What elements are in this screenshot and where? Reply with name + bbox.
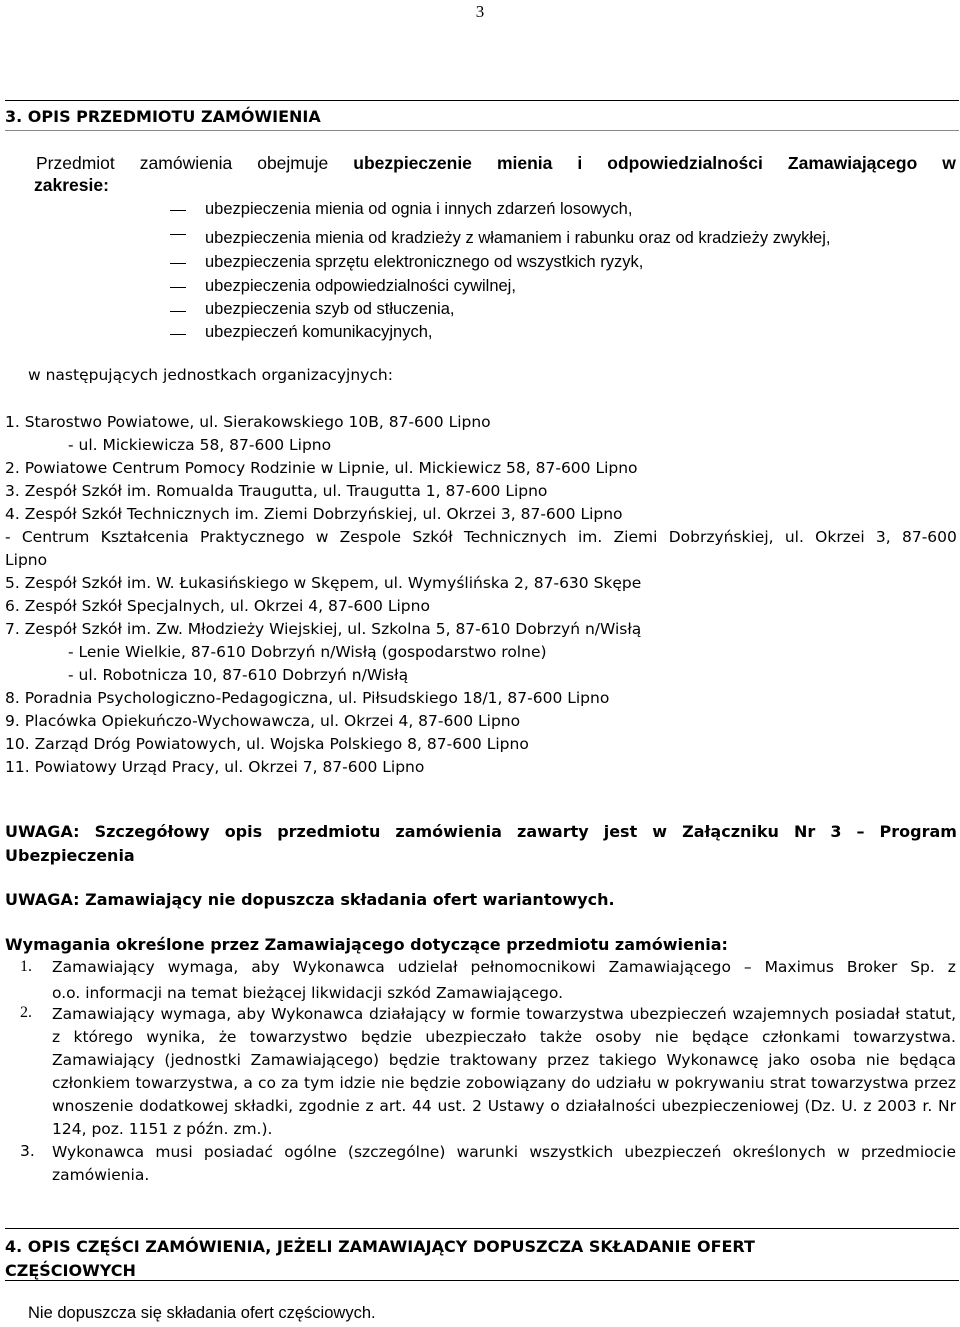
scope-dash (170, 311, 186, 312)
scope-item: ubezpieczenia mienia od kradzieży z włamaniem i rabunku oraz od kradzieży zwykłej, (205, 229, 831, 247)
req-word: Zamawiającego (608, 958, 731, 976)
unit-item-wrapped-cont: Lipno (5, 551, 48, 569)
unit-word: 3, (875, 528, 891, 546)
unit-word: Praktycznego (199, 528, 305, 546)
req-word: udzielał (397, 958, 458, 976)
scope-item: ubezpieczenia sprzętu elektronicznego od wszystkich ryzyk, (205, 253, 644, 271)
unit-subitem: - ul. Mickiewicza 58, 87-600 Lipno (68, 436, 332, 454)
section-4-text: Nie dopuszcza się składania ofert częściowych. (28, 1304, 376, 1322)
req-word: pełnomocnikowi (470, 958, 596, 976)
req-word: wymaga, (167, 958, 239, 976)
req-word: Zamawiający (52, 958, 155, 976)
note-variants: UWAGA: Zamawiający nie dopuszcza składania ofert wariantowych. (5, 890, 615, 909)
section-4-title: 4. OPIS CZĘŚCI ZAMÓWIENIA, JEŻELI ZAMAWIAJĄCY DOPUSZCZA SKŁADANIE OFERT CZĘŚCIOWYCH (5, 1237, 755, 1280)
intro-bold-word: w (942, 153, 956, 173)
unit-word: ul. (784, 528, 804, 546)
unit-item: 2. Powiatowe Centrum Pomocy Rodzinie w Lipnie, ul. Mickiewicz 58, 87-600 Lipno (5, 459, 638, 477)
requirement-number: 3. (20, 1142, 35, 1160)
unit-item: 6. Zespół Szkół Specjalnych, ul. Okrzei 4, 87-600 Lipno (5, 597, 430, 615)
req-word: aby (251, 958, 280, 976)
unit-word: im. (577, 528, 603, 546)
note-word: zawarty (517, 822, 589, 841)
unit-word: Centrum (21, 528, 90, 546)
requirement-2-text: Zamawiający wymaga, aby Wykonawca działający w formie towarzystwa ubezpieczeń wzajemnych posiadał statut, z którego wynika, że towarzystwo będzie ubezpieczało także osoby nie będące członkami towarzystwa. Zamawiający (jednostki Zamawiającego) będzie traktowany przez takiego Wykonawcę jako osoba nie będąca członkiem towarzystwa, a co za tym idzie nie będzie zobowiązany do udziału w pokrywaniu strat towarzystwa przez wnoszenie dodatkowej składki, zgodnie z art. 44 ust. 2 Ustawy o działalności ubezpieczeniowej (Dz. U. z 2003 r. Nr 124, poz. 1151 z późn. zm.). (52, 1005, 956, 1138)
scope-dash (170, 287, 186, 288)
note-word: – (856, 822, 865, 841)
req-word: Broker (846, 958, 898, 976)
unit-item: 1. Starostwo Powiatowe, ul. Sierakowskiego 10B, 87-600 Lipno (5, 413, 491, 431)
unit-item: 9. Placówka Opiekuńczo-Wychowawcza, ul. Okrzei 4, 87-600 Lipno (5, 712, 521, 730)
requirement-3-text: Wykonawca musi posiadać ogólne (szczególne) warunki wszystkich ubezpieczeń określonych w przedmiocie zamówienia. (52, 1143, 956, 1184)
unit-item: 4. Zespół Szkół Technicznych im. Ziemi Dobrzyńskiej, ul. Okrzei 3, 87-600 Lipno (5, 505, 623, 523)
scope-dash (170, 334, 186, 335)
unit-word: Okrzei (815, 528, 865, 546)
unit-item-wrapped (5, 528, 957, 546)
unit-word: 87-600 (901, 528, 957, 546)
units-intro: w następujących jednostkach organizacyjnych: (28, 366, 393, 384)
note-word: Załączniku (682, 822, 779, 841)
unit-word: - (5, 528, 11, 546)
note-word: Program (879, 822, 957, 841)
intro-line-2 (34, 174, 956, 196)
section-3-underline (5, 130, 959, 131)
note-word: Szczegółowy (94, 822, 210, 841)
note-word: jest (603, 822, 638, 841)
requirements-heading: Wymagania określone przez Zamawiającego dotyczące przedmiotu zamówienia: (5, 935, 728, 954)
unit-item: 11. Powiatowy Urząd Pracy, ul. Okrzei 7, 87-600 Lipno (5, 758, 425, 776)
requirement-number: 2. (20, 1004, 32, 1021)
unit-word: Technicznych (463, 528, 567, 546)
scope-item: ubezpieczenia mienia od ognia i innych zdarzeń losowych, (205, 200, 633, 218)
note-word: UWAGA: (5, 822, 80, 841)
intro-word: obejmuje (257, 153, 329, 173)
page-number: 3 (475, 2, 485, 21)
unit-word: Ziemi (613, 528, 658, 546)
unit-word: Dobrzyńskiej, (668, 528, 774, 546)
intro-bold-word: Zamawiającego (787, 153, 918, 173)
note-word: 3 (830, 822, 842, 841)
unit-word: w (315, 528, 329, 546)
note-attachment-cont: Ubezpieczenia (5, 846, 135, 865)
note-word: zamówienia (395, 822, 502, 841)
note-word: w (652, 822, 668, 841)
section-4-top-rule (5, 1228, 959, 1229)
unit-word: Zespole (339, 528, 402, 546)
requirement-1-line-1 (52, 958, 956, 976)
unit-item: 5. Zespół Szkół im. W. Łukasińskiego w Skępem, ul. Wymyślińska 2, 87-630 Skępe (5, 574, 642, 592)
top-rule (5, 100, 959, 101)
req-word: Wykonawca (292, 958, 385, 976)
intro-paragraph (36, 152, 956, 196)
req-word: – (743, 958, 752, 976)
unit-item: 7. Zespół Szkół im. Zw. Młodzieży Wiejskiej, ul. Szkolna 5, 87-610 Dobrzyń n/Wisłą (5, 620, 642, 638)
unit-subitem: - ul. Robotnicza 10, 87-610 Dobrzyń n/Wisłą (68, 666, 409, 684)
scope-dash (170, 263, 186, 264)
intro-bold-cont: zakresie: (34, 175, 109, 195)
unit-item: 3. Zespół Szkół im. Romualda Traugutta, ul. Traugutta 1, 87-600 Lipno (5, 482, 548, 500)
scope-item: ubezpieczenia odpowiedzialności cywilnej, (205, 277, 516, 295)
note-word: Nr (793, 822, 816, 841)
note-word: opis (224, 822, 263, 841)
req-word: z (947, 958, 956, 976)
scope-dash (170, 210, 186, 211)
unit-item: 10. Zarząd Dróg Powiatowych, ul. Wojska Polskiego 8, 87-600 Lipno (5, 735, 529, 753)
intro-bold-word: odpowiedzialności (607, 153, 763, 173)
intro-line-1 (36, 152, 956, 174)
scope-dash (170, 234, 186, 235)
req-word: Sp. (910, 958, 935, 976)
unit-subitem: - Lenie Wielkie, 87-610 Dobrzyń n/Wisłą (gospodarstwo rolne) (68, 643, 547, 661)
section-3-title: 3. OPIS PRZEDMIOTU ZAMÓWIENIA (5, 107, 321, 126)
intro-bold-word: i (577, 153, 583, 173)
requirement-1-line-2: o.o. informacji na temat bieżącej likwidacji szkód Zamawiającego. (52, 984, 563, 1002)
scope-item: ubezpieczenia szyb od stłuczenia, (205, 300, 455, 318)
intro-word: Przedmiot (36, 153, 115, 173)
intro-bold-word: mienia (496, 153, 553, 173)
note-attachment (5, 822, 957, 841)
section-4-underline (5, 1280, 959, 1281)
req-word: Maximus (764, 958, 834, 976)
scope-item: ubezpieczeń komunikacyjnych, (205, 323, 433, 341)
requirement-number: 1. (20, 958, 32, 975)
intro-bold-word: ubezpieczenie (353, 153, 472, 173)
unit-item: 8. Poradnia Psychologiczno-Pedagogiczna, ul. Piłsudskiego 18/1, 87-600 Lipno (5, 689, 610, 707)
unit-word: Kształcenia (100, 528, 189, 546)
intro-word: zamówienia (139, 153, 233, 173)
unit-word: Szkół (412, 528, 453, 546)
note-word: przedmiotu (277, 822, 381, 841)
